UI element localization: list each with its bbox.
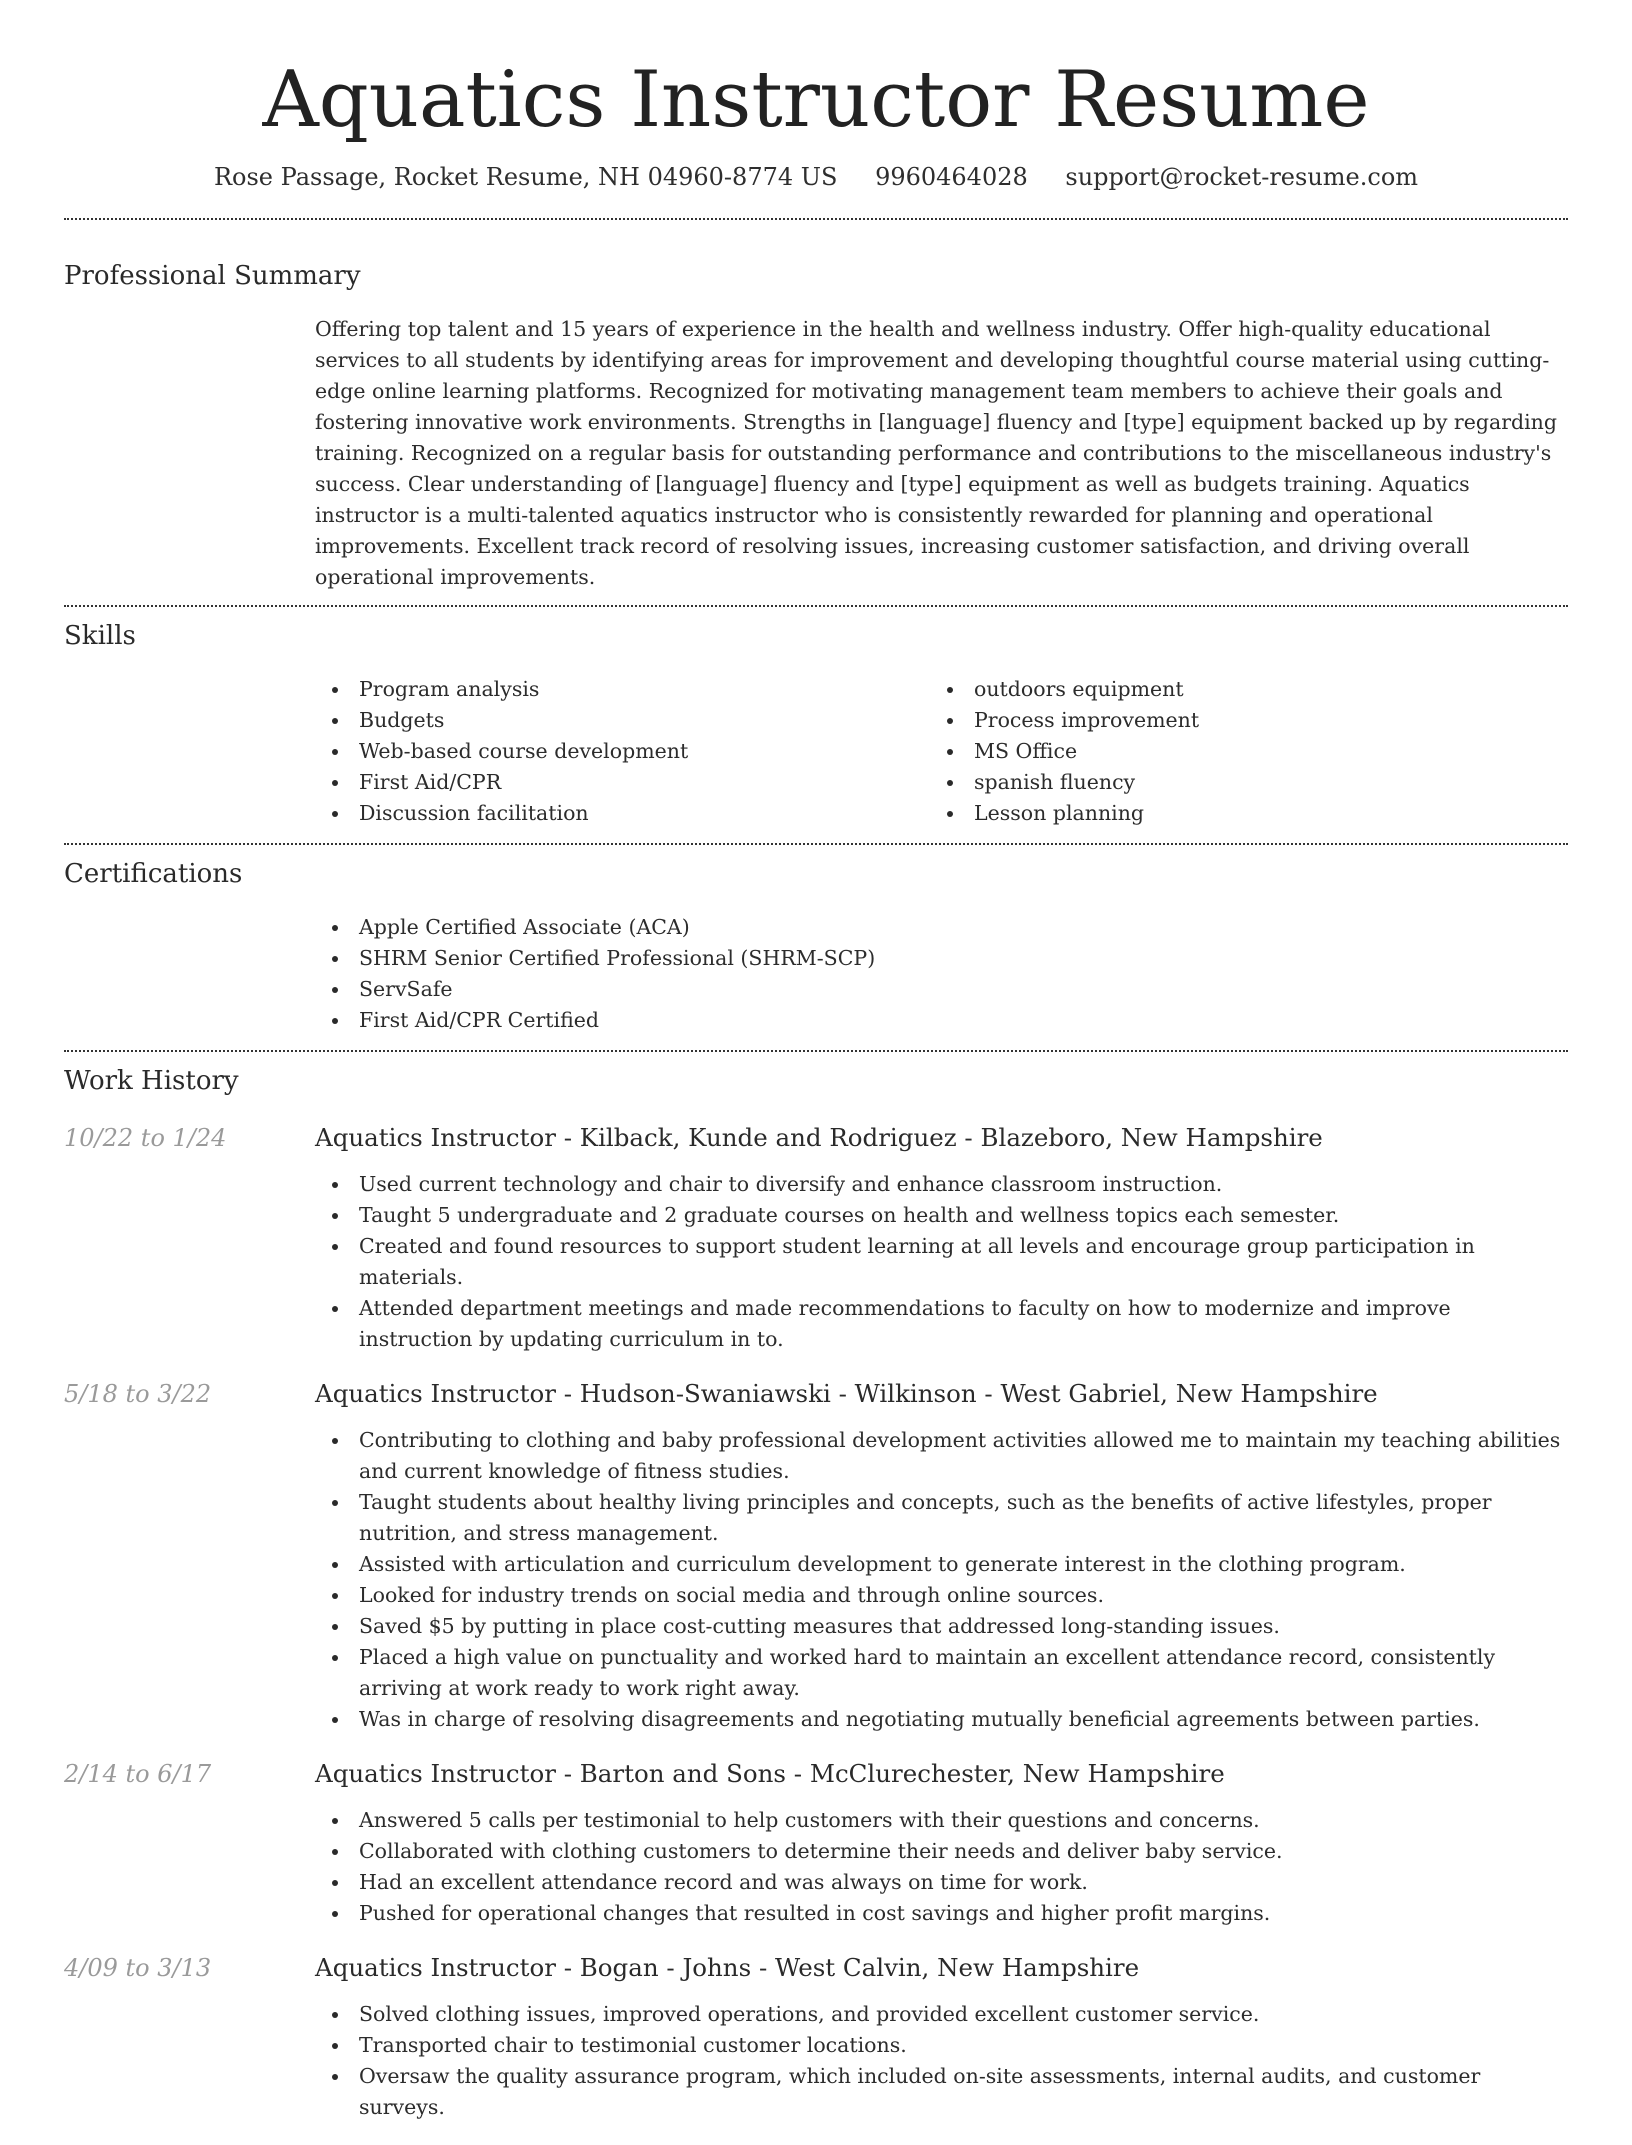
job-duty-item [315, 1231, 1568, 1293]
job-duty-item [315, 2061, 1568, 2123]
job-duty-item [315, 1169, 1568, 1200]
job-duty-item [315, 1704, 1568, 1735]
job-duty-item-text: Taught 5 undergraduate and 2 graduate courses on health and wellness topics each semester. [359, 1203, 1340, 1227]
skill-item [315, 767, 930, 798]
section-title-work-history: Work History [64, 1066, 239, 1096]
bullet-icon [332, 1818, 338, 1824]
job-duty-item-text: Used current technology and chair to diversify and enhance classroom instruction. [359, 1172, 1223, 1196]
skills-column-left [315, 674, 930, 829]
summary-text: Offering top talent and 15 years of experience in the health and wellness industry. Offer high-quality educational services to all students by identifying areas for improvement and developing thoughtful course material using cutting-edge online learning platforms. Recognized for motivating management team members to achieve their goals and fostering innovative work environments. Strengths in [language] fluency and [type] equipment backed up by regarding training. Recognized on a regular basis for outstanding performance and contributions to the miscellaneous industry's success. Clear understanding of [language] fluency and [type] equipment as well as budgets training. Aquatics instructor is a multi-talented aquatics instructor who is consistently rewarded for planning and operational improvements. Excellent track record of resolving issues, increasing customer satisfaction, and driving overall operational improvements. [315, 317, 1558, 589]
job-heading: Aquatics Instructor - Hudson-Swaniawski - Wilkinson - West Gabriel, New Hampshire [315, 1379, 1378, 1408]
job-duty-item-text: Placed a high value on punctuality and worked hard to maintain an excellent attendance record, consistently arriving at work ready to work right away. [359, 1645, 1496, 1700]
skill-item-text: spanish fluency [974, 770, 1136, 794]
certification-item-text: SHRM Senior Certified Professional (SHRM-SCP) [359, 946, 876, 970]
job-duty-item-text: Created and found resources to support student learning at all levels and encourage group participation in materials. [359, 1234, 1475, 1289]
skill-item-text: outdoors equipment [974, 677, 1184, 701]
bullet-icon [332, 1911, 338, 1917]
job-duty-item [315, 1425, 1568, 1487]
bullet-icon [332, 1655, 338, 1661]
job-duty-item [315, 1611, 1568, 1642]
bullet-icon [947, 780, 953, 786]
phone: 9960464028 [875, 163, 1028, 191]
job-duty-item-text: Collaborated with clothing customers to determine their needs and deliver baby service. [359, 1839, 1283, 1863]
bullet-icon [332, 1717, 338, 1723]
job-duty-item-text: Saved $5 by putting in place cost-cutting measures that addressed long-standing issues. [359, 1614, 1280, 1638]
bullet-icon [332, 2012, 338, 2018]
job-heading: Aquatics Instructor - Barton and Sons - McClurechester, New Hampshire [315, 1759, 1225, 1788]
section-title-skills: Skills [64, 621, 136, 651]
bullet-icon [332, 811, 338, 817]
bullet-icon [332, 1244, 338, 1250]
skill-item [315, 705, 930, 736]
bullet-icon [947, 687, 953, 693]
certification-item [315, 912, 1568, 943]
job-duties [315, 1169, 1568, 1355]
section-title-summary: Professional Summary [64, 261, 361, 291]
bullet-icon [332, 1438, 338, 1444]
skill-item [930, 674, 1545, 705]
job-heading: Aquatics Instructor - Kilback, Kunde and Rodriguez - Blazeboro, New Hampshire [315, 1123, 1323, 1152]
job-duty-item-text: Solved clothing issues, improved operations, and provided excellent customer service. [359, 2002, 1260, 2026]
bullet-icon [947, 749, 953, 755]
job-duty-item-text: Transported chair to testimonial customer locations. [359, 2033, 907, 2057]
bullet-icon [332, 925, 338, 931]
bullet-icon [332, 718, 338, 724]
job-duty-item [315, 1642, 1568, 1704]
job-duty-item-text: Contributing to clothing and baby professional development activities allowed me to maintain my teaching abilities and current knowledge of fitness studies. [359, 1428, 1561, 1483]
skill-item [930, 705, 1545, 736]
skills-list [315, 674, 1568, 829]
bullet-icon [332, 780, 338, 786]
skill-item-text: Lesson planning [974, 801, 1145, 825]
bullet-icon [332, 1018, 338, 1024]
skill-item [930, 767, 1545, 798]
certification-item-text: Apple Certified Associate (ACA) [359, 915, 690, 939]
skill-item-text: Web-based course development [359, 739, 689, 763]
bullet-icon [332, 1182, 338, 1188]
job-duty-item [315, 1805, 1568, 1836]
job-duty-item [315, 1580, 1568, 1611]
job-duties [315, 1999, 1568, 2123]
certifications-list [315, 912, 1568, 1036]
job-duty-item [315, 1293, 1568, 1355]
job-entry [64, 1377, 1568, 1735]
divider [64, 605, 1568, 607]
email: support@rocket-resume.com [1065, 163, 1419, 191]
job-duties [315, 1425, 1568, 1735]
skill-item-text: Process improvement [974, 708, 1200, 732]
job-duties [315, 1805, 1568, 1929]
certification-item [315, 943, 1568, 974]
certification-item [315, 974, 1568, 1005]
job-duty-item-text: Taught students about healthy living principles and concepts, such as the benefits of active lifestyles, proper nutrition, and stress management. [359, 1490, 1492, 1545]
bullet-icon [332, 1306, 338, 1312]
skills-column-right [930, 674, 1545, 829]
bullet-icon [332, 2043, 338, 2049]
bullet-icon [332, 687, 338, 693]
certification-item-text: ServSafe [359, 977, 453, 1001]
bullet-icon [332, 987, 338, 993]
work-history-list [64, 1121, 1568, 2123]
job-duty-item-text: Had an excellent attendance record and was always on time for work. [359, 1870, 1088, 1894]
job-duty-item [315, 1999, 1568, 2030]
bullet-icon [332, 1849, 338, 1855]
job-duty-item-text: Answered 5 calls per testimonial to help customers with their questions and concerns. [359, 1808, 1260, 1832]
job-heading: Aquatics Instructor - Bogan - Johns - West Calvin, New Hampshire [315, 1953, 1140, 1982]
skill-item [315, 736, 930, 767]
job-dates: 5/18 to 3/22 [64, 1380, 212, 1408]
divider [64, 218, 1568, 220]
certification-item [315, 1005, 1568, 1036]
bullet-icon [947, 718, 953, 724]
job-entry [64, 1951, 1568, 2123]
skill-item-text: First Aid/CPR [359, 770, 502, 794]
skill-item-text: MS Office [974, 739, 1078, 763]
skill-item [930, 798, 1545, 829]
job-duty-item-text: Oversaw the quality assurance program, which included on-site assessments, internal audits, and customer surveys. [359, 2064, 1481, 2119]
skill-item [315, 798, 930, 829]
skill-item-text: Program analysis [359, 677, 540, 701]
job-dates: 2/14 to 6/17 [64, 1760, 212, 1788]
bullet-icon [332, 1562, 338, 1568]
job-duty-item [315, 1836, 1568, 1867]
certification-item-text: First Aid/CPR Certified [359, 1008, 600, 1032]
resume-page [64, 0, 1568, 2145]
job-duty-item-text: Was in charge of resolving disagreements and negotiating mutually beneficial agreements between parties. [359, 1707, 1480, 1731]
job-duty-item [315, 1898, 1568, 1929]
contact-line [64, 160, 1568, 194]
job-duty-item [315, 1487, 1568, 1549]
job-dates: 10/22 to 1/24 [64, 1124, 227, 1152]
bullet-icon [332, 1213, 338, 1219]
bullet-icon [332, 1593, 338, 1599]
section-title-certifications: Certifications [64, 859, 243, 889]
job-duty-item-text: Assisted with articulation and curriculum development to generate interest in the clothing program. [359, 1552, 1406, 1576]
resume-title: Aquatics Instructor Resume [262, 55, 1370, 145]
job-duty-item [315, 2030, 1568, 2061]
job-dates: 4/09 to 3/13 [64, 1954, 212, 1982]
address: Rose Passage, Rocket Resume, NH 04960-8774 US [213, 163, 838, 191]
divider [64, 1050, 1568, 1052]
job-entry [64, 1757, 1568, 1929]
bullet-icon [947, 811, 953, 817]
job-duty-item [315, 1200, 1568, 1231]
job-duty-item-text: Attended department meetings and made recommendations to faculty on how to modernize and improve instruction by updating curriculum in to. [359, 1296, 1451, 1351]
job-entry [64, 1121, 1568, 1355]
job-duty-item-text: Pushed for operational changes that resulted in cost savings and higher profit margins. [359, 1901, 1271, 1925]
skill-item [930, 736, 1545, 767]
skill-item-text: Budgets [359, 708, 445, 732]
bullet-icon [332, 956, 338, 962]
job-duty-item [315, 1549, 1568, 1580]
bullet-icon [332, 1880, 338, 1886]
divider [64, 843, 1568, 845]
bullet-icon [332, 749, 338, 755]
job-duty-item-text: Looked for industry trends on social media and through online sources. [359, 1583, 1104, 1607]
bullet-icon [332, 2074, 338, 2080]
bullet-icon [332, 1624, 338, 1630]
skill-item [315, 674, 930, 705]
job-duty-item [315, 1867, 1568, 1898]
skill-item-text: Discussion facilitation [359, 801, 589, 825]
bullet-icon [332, 1500, 338, 1506]
